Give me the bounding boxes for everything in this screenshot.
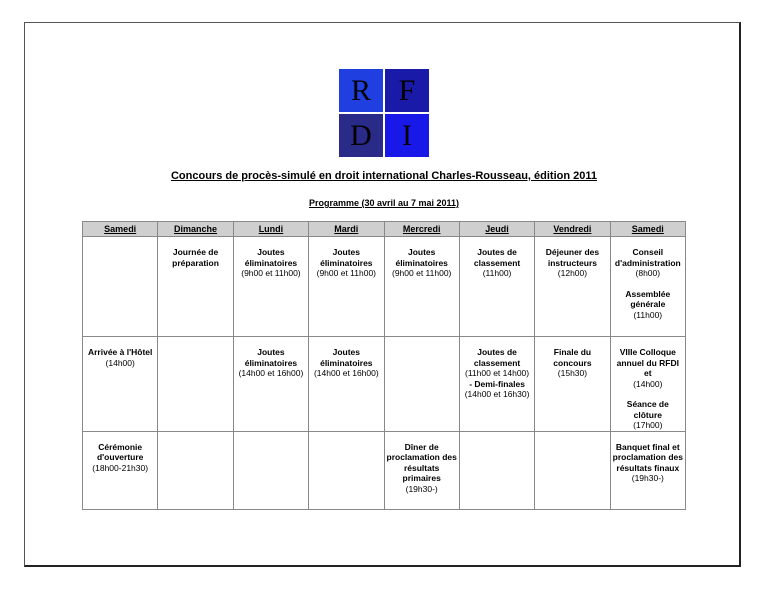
schedule-cell: [233, 337, 308, 432]
schedule-cell: [309, 431, 384, 509]
schedule-cell: [535, 237, 610, 337]
event-title: Cérémonie d'ouverture: [96, 441, 144, 462]
logo-cell-r: R: [339, 69, 383, 112]
schedule-cell: [610, 337, 685, 432]
logo-cell-f: F: [385, 69, 429, 112]
schedule-cell: [384, 431, 459, 509]
event-title: Joutes de classement: [473, 247, 521, 268]
schedule-cell: [459, 237, 534, 337]
event-time: (14h00): [633, 378, 663, 389]
event-title: Séance de clôture: [626, 399, 669, 420]
schedule-cell: [309, 337, 384, 432]
schedule-header-row: [83, 222, 686, 237]
event-time: (9h00 et 11h00): [391, 268, 452, 278]
page-title: Concours de procès-simulé en droit international Charles-Rousseau, édition 2011: [170, 170, 598, 182]
schedule-cell: [610, 237, 685, 337]
schedule-cell: [535, 431, 610, 509]
event-title: Assemblée générale: [625, 288, 671, 309]
event-time: (11h00 et 14h00): [465, 368, 530, 378]
event-time: (15h30): [557, 368, 588, 378]
event-time: (19h30-): [631, 473, 664, 483]
schedule-cell: [535, 337, 610, 432]
program-subtitle: Programme (30 avril au 7 mai 2011): [308, 198, 460, 208]
event-title: Joutes éliminatoires: [320, 247, 373, 268]
schedule-cell: [384, 237, 459, 337]
event-time: (14h00 et 16h00): [313, 368, 379, 378]
schedule-cell: [158, 237, 233, 337]
event-time: (9h00 et 11h00): [241, 268, 301, 278]
event-title: Dîner de proclamation des résultats primaires: [386, 441, 457, 483]
event-title: VIIIe Colloque annuel du RFDI et: [616, 347, 679, 378]
event-title: Joutes de classement: [473, 347, 521, 368]
event-time: (12h00): [557, 268, 588, 278]
event-time: (19h30-): [405, 483, 438, 494]
event-title: Joutes éliminatoires: [395, 247, 448, 268]
event-title: Joutes éliminatoires: [244, 247, 298, 268]
schedule-cell: [384, 337, 459, 432]
day-header: Dimanche: [158, 222, 233, 237]
event-title: Finale du concours: [553, 347, 592, 368]
event-title: Conseil d'administration: [614, 247, 681, 268]
day-header: Mercredi: [384, 222, 459, 237]
event-time: (11h00): [482, 268, 512, 278]
event-time: (9h00 et 11h00): [316, 268, 376, 278]
schedule-cell: [233, 237, 308, 337]
schedule-table: [82, 221, 686, 510]
schedule-cell: [459, 337, 534, 432]
event-title: Arrivée à l'Hôtel: [87, 347, 153, 357]
event-title: Journée de préparation: [172, 247, 219, 268]
day-header: Mardi: [309, 222, 384, 237]
event-title: - Demi-finales: [469, 378, 525, 389]
schedule-cell: [83, 431, 158, 509]
day-header: Jeudi: [459, 222, 534, 237]
schedule-cell: [83, 337, 158, 432]
schedule-cell: [309, 237, 384, 337]
schedule-cell: [83, 237, 158, 337]
logo-cell-i: I: [385, 114, 429, 157]
day-header: Lundi: [233, 222, 308, 237]
event-time: (14h00 et 16h00): [238, 368, 304, 378]
event-title: Joutes éliminatoires: [320, 347, 373, 368]
day-header: Vendredi: [535, 222, 610, 237]
event-time: (11h00): [633, 309, 663, 320]
schedule-cell: [610, 431, 685, 509]
event-title: Joutes éliminatoires: [244, 347, 298, 368]
event-title: Banquet final et proclamation des résultats finaux: [612, 441, 684, 473]
event-time: (8h00): [635, 268, 661, 278]
table-row: [83, 431, 686, 509]
day-header: Samedi: [610, 222, 685, 237]
event-time: (17h00): [633, 420, 663, 430]
schedule-cell: [233, 431, 308, 509]
day-header: Samedi: [83, 222, 158, 237]
rfdi-logo: [339, 69, 429, 157]
event-time: (14h00 et 16h30): [464, 389, 530, 399]
event-title: Déjeuner des instructeurs: [545, 247, 600, 268]
event-time: (14h00): [105, 357, 135, 368]
schedule-cell: [158, 337, 233, 432]
table-row: [83, 337, 686, 432]
schedule-cell: [459, 431, 534, 509]
schedule-cell: [158, 431, 233, 509]
event-time: (18h00-21h30): [92, 462, 149, 473]
logo-cell-d: D: [339, 114, 383, 157]
table-row: [83, 237, 686, 337]
